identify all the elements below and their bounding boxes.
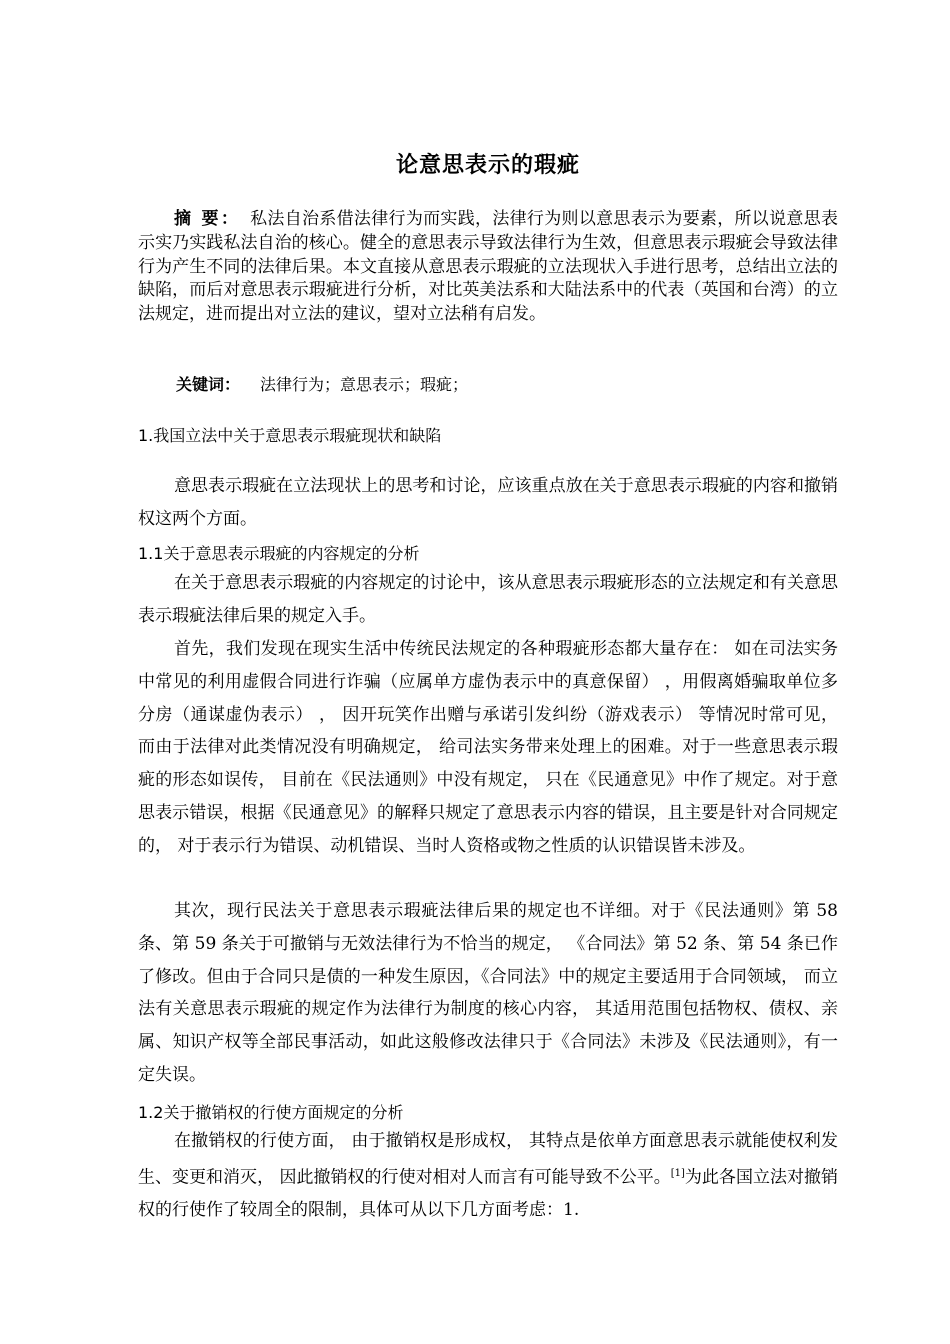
abstract [138, 208, 838, 327]
abstract-text: 私法自治系借法律行为而实践，法律行为则以意思表示为要素，所以说意思表示实乃实践私法自治的核心。健全的意思表示导致法律行为生效，但意思表示瑕疵会导致法律行为产生不同的法律后果。本文直接从意思表示瑕疵的立法现状入手进行思考，总结出立法的缺陷，而后对意思表示瑕疵进行分析，对比英美法系和大陆法系中的代表（英国和台湾）的立法规定，进而提出对立法的建议，望对立法稍有启发。 [138, 209, 839, 325]
section-1-1-heading: 1.1关于意思表示瑕疵的内容规定的分析 [138, 544, 420, 563]
section-1-2-text-a: 在撤销权的行使方面， 由于撤销权是形成权， 其特点是依单方面意思表示就能使权利发生、变更和消灭， 因此撤销权的行使对相对人而言有可能导致不公平。 [138, 1131, 838, 1188]
section-1-1-paragraph-1: 在关于意思表示瑕疵的内容规定的讨论中，该从意思表示瑕疵形态的立法规定和有关意思表示瑕疵法律后果的规定入手。 [138, 573, 838, 626]
section-1-2-paragraph [138, 1125, 838, 1227]
paper-title: 论意思表示的瑕疵 [395, 153, 580, 178]
keywords [176, 372, 836, 395]
section-1-2-heading: 1.2关于撤销权的行使方面规定的分析 [138, 1103, 404, 1122]
section-1-2-text-b: 为此各国立法对撤销权的行使作了较周全的限制，具体可从以下几方面考虑：1. [138, 1167, 838, 1221]
abstract-label: 摘 要： [174, 209, 241, 229]
keywords-text: 法律行为；意思表示；瑕疵； [260, 375, 469, 394]
section-1-1-paragraph-3: 其次，现行民法关于意思表示瑕疵法律后果的规定也不详细。对于《民法通则》第 58 条、第 59 条关于可撤销与无效法律行为不恰当的规定， 《合同法》第 52 条、第 54 条已作了修改。但由于合同只是债的一种发生原因，《合同法》中的规定主要适用于合同领域， 而立法有关意思表示瑕疵的规定作为法律行为制度的核心内容， 其适用范围包括物权、债权、亲属、知识产权等全部民事活动，如此这般修改法律只于《合同法》未涉及《民法通则》，有一定失误。 [138, 901, 838, 1085]
footnote-reference[interactable]: [1] [670, 1167, 685, 1179]
keywords-label: 关键词： [176, 375, 241, 394]
section-1-heading: 1.我国立法中关于意思表示瑕疵现状和缺陷 [138, 426, 442, 445]
section-1-paragraph: 意思表示瑕疵在立法现状上的思考和讨论，应该重点放在关于意思表示瑕疵的内容和撤销权这两个方面。 [138, 476, 838, 529]
section-1-1-paragraph-2: 首先，我们发现在现实生活中传统民法规定的各种瑕疵形态都大量存在： 如在司法实务中常见的利用虚假合同进行诈骗（应属单方虚伪表示中的真意保留） ，用假离婚骗取单位多分房（通谋虚伪表示） ， 因开玩笑作出赠与承诺引发纠纷（游戏表示） 等情况时常可见， 而由于法律对此类情况没有明确规定， 给司法实务带来处理上的困难。对于一些意思表示瑕疵的形态如误传， 目前在《民法通则》中没有规定， 只在《民通意见》中作了规定。对于意思表示错误，根据《民通意见》的解释只规定了意思表示内容的错误，且主要是针对合同规定的， 对于表示行为错误、动机错误、当时人资格或物之性质的认识错误皆未涉及。 [138, 639, 838, 856]
